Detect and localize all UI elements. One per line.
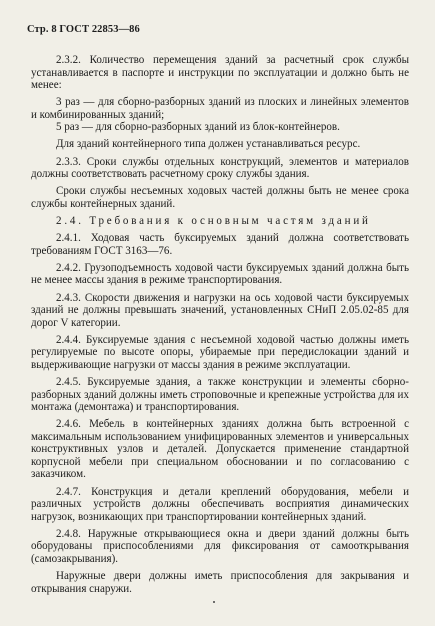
paragraph-2-4-2: 2.4.2. Грузоподъемность ходовой части буксируемых зданий должна быть не менее массы здания в режиме транспортирования. <box>31 261 409 287</box>
section-heading-2-4: 2.4. Требования к основным частям зданий <box>56 214 371 227</box>
paragraph-2-4-1: 2.4.1. Ходовая часть буксируемых зданий должна соответствовать требованиям ГОСТ 3163—76. <box>31 232 409 257</box>
paragraph-2-4-4: 2.4.4. Буксируемые здания с несъемной ходовой частью должны иметь регулируемые по высоте опоры, убираемые при передислокации зданий и выдерживающие нагрузки от массы здания в режиме эксплуатации. <box>31 333 409 371</box>
paragraph-five-times: 5 раз — для сборно-разборных зданий из блок-контейнеров. <box>56 121 340 134</box>
paragraph-outer-doors: Наружные двери должны иметь приспособления для закрывания и открывания снаружи. <box>31 570 409 595</box>
page-header: Стр. 8 ГОСТ 22853—86 <box>27 24 140 35</box>
paragraph-2-3-3: 2.3.3. Сроки службы отдельных конструкций, элементов и материалов должны соответствовать расчетному сроку службы здания. <box>31 155 409 181</box>
paragraph-2-4-8: 2.4.8. Наружные открывающиеся окна и двери зданий должны быть оборудованы приспособлениями для фиксирования от самооткрывания (самозакрывания). <box>31 527 409 565</box>
paragraph-2-3-2: 2.3.2. Количество перемещения зданий за расчетный срок службы устанавливается в паспорте и инструкции по эксплуатации и должно быть не менее: <box>31 54 409 92</box>
document-body <box>31 54 409 600</box>
paragraph-2-4-3: 2.4.3. Скорости движения и нагрузки на ось ходовой части буксируемых зданий не должны превышать значений, установленных СНиП 2.05.02-85 для дорог V категории. <box>31 291 409 329</box>
paragraph-2-4-5: 2.4.5. Буксируемые здания, а также конструкции и элементы сборно-разборных зданий должны иметь строповочные и крепежные устройства для их монтажа (демонтажа) и транспортирования. <box>31 375 409 414</box>
paragraph-container-resource: Для зданий контейнерного типа должен устанавливаться ресурс. <box>56 138 361 151</box>
scan-speck <box>213 601 215 603</box>
paragraph-running-gear-life: Сроки службы несъемных ходовых частей должны быть не менее срока службы контейнерных зданий. <box>31 185 409 210</box>
paragraph-three-times: 3 раз — для сборно-разборных зданий из плоских и линейных элементов и комбинированных зданий; <box>31 96 409 121</box>
paragraph-2-4-6: 2.4.6. Мебель в контейнерных зданиях должна быть встроенной с максимальным использованием унифицированных элементов и универсальных конструктивных узлов и деталей. Допускается применение стандартной корпусной мебели при специальном обосновании и по согласованию с заказчиком. <box>31 418 409 481</box>
paragraph-2-4-7: 2.4.7. Конструкция и детали креплений оборудования, мебели и различных устройств должны обеспечивать восприятия динамических нагрузок, возникающих при транспортировании контейнерных зданий. <box>31 485 409 523</box>
